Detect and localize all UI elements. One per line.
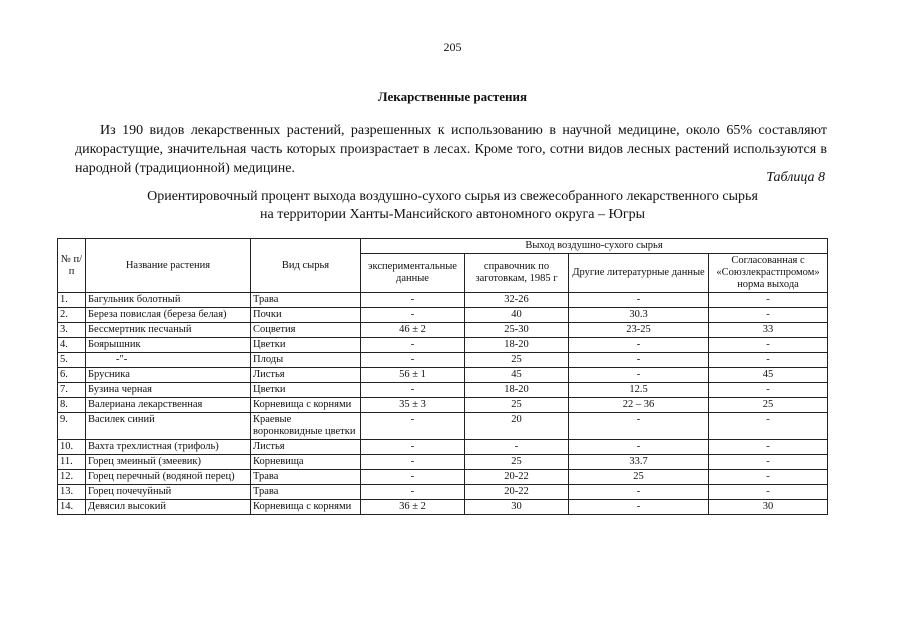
table-number: Таблица 8 — [766, 170, 825, 185]
row-experimental: - — [361, 293, 465, 308]
row-reference: 18-20 — [465, 338, 569, 353]
intro-paragraph: Из 190 видов лекарственных растений, разрешенных к использованию в научной медицине, около 65% составляют дикорастущие, значительная часть которых произрастает в лесах. Кроме того, сотни видов лесных растений используются в народной (традиционной) медицине. — [75, 123, 827, 176]
row-name: Вахта трехлистная (трифоль) — [86, 440, 251, 455]
row-type: Плоды — [251, 353, 361, 368]
row-norm: 30 — [709, 500, 828, 515]
row-experimental: - — [361, 455, 465, 470]
header-name: Название растения — [86, 239, 251, 293]
row-reference: 32-26 — [465, 293, 569, 308]
row-num: 2. — [58, 308, 86, 323]
row-experimental: - — [361, 383, 465, 398]
row-norm: 33 — [709, 323, 828, 338]
row-type: Корневища с корнями — [251, 500, 361, 515]
row-literature: - — [569, 485, 709, 500]
row-name: -"- — [86, 353, 251, 368]
header-literature: Другие литературные данные — [569, 254, 709, 293]
row-norm: - — [709, 353, 828, 368]
row-reference: 20-22 — [465, 485, 569, 500]
table-row — [58, 368, 828, 383]
row-norm: - — [709, 485, 828, 500]
table-row — [58, 353, 828, 368]
row-reference: 18-20 — [465, 383, 569, 398]
row-name: Бузина черная — [86, 383, 251, 398]
row-experimental: - — [361, 485, 465, 500]
row-experimental: - — [361, 470, 465, 485]
row-name: Боярышник — [86, 338, 251, 353]
row-type: Трава — [251, 485, 361, 500]
row-experimental: 56 ± 1 — [361, 368, 465, 383]
row-type: Трава — [251, 293, 361, 308]
row-num: 13. — [58, 485, 86, 500]
row-reference: 20-22 — [465, 470, 569, 485]
table-row — [58, 470, 828, 485]
table-row — [58, 383, 828, 398]
yield-table — [57, 238, 828, 515]
row-num: 1. — [58, 293, 86, 308]
caption-line-2: на территории Ханты-Мансийского автономного округа – Югры — [260, 207, 645, 222]
table-row — [58, 338, 828, 353]
row-literature: 12.5 — [569, 383, 709, 398]
row-reference: - — [465, 440, 569, 455]
row-name: Девясил высокий — [86, 500, 251, 515]
row-experimental: 46 ± 2 — [361, 323, 465, 338]
row-num: 10. — [58, 440, 86, 455]
row-num: 11. — [58, 455, 86, 470]
row-norm: - — [709, 293, 828, 308]
header-yield-group: Выход воздушно-сухого сырья — [361, 239, 828, 254]
row-num: 7. — [58, 383, 86, 398]
row-reference: 25 — [465, 455, 569, 470]
row-type: Листья — [251, 368, 361, 383]
row-literature: - — [569, 413, 709, 440]
row-norm: - — [709, 470, 828, 485]
caption-line-1: Ориентировочный процент выхода воздушно-сухого сырья из свежесобранного лекарственного сырья — [147, 189, 758, 204]
row-literature: 23-25 — [569, 323, 709, 338]
row-name: Багульник болотный — [86, 293, 251, 308]
row-literature: - — [569, 440, 709, 455]
row-literature: 22 – 36 — [569, 398, 709, 413]
row-num: 8. — [58, 398, 86, 413]
table-row — [58, 455, 828, 470]
row-reference: 25-30 — [465, 323, 569, 338]
row-name: Бессмертник песчаный — [86, 323, 251, 338]
row-norm: - — [709, 413, 828, 440]
page-number: 205 — [443, 40, 462, 54]
row-experimental: 36 ± 2 — [361, 500, 465, 515]
table-row — [58, 440, 828, 455]
row-reference: 40 — [465, 308, 569, 323]
table-row — [58, 398, 828, 413]
row-literature: 30.3 — [569, 308, 709, 323]
row-norm: - — [709, 308, 828, 323]
header-experimental: экспериментальные данные — [361, 254, 465, 293]
row-name: Горец змеиный (змеевик) — [86, 455, 251, 470]
header-norm: Согласованная с «Союзлекрастпромом» норма выхода — [709, 254, 828, 293]
row-name: Валериана лекарственная — [86, 398, 251, 413]
row-num: 5. — [58, 353, 86, 368]
row-literature: - — [569, 338, 709, 353]
row-norm: - — [709, 338, 828, 353]
row-literature: - — [569, 368, 709, 383]
row-literature: - — [569, 293, 709, 308]
row-name: Горец почечуйный — [86, 485, 251, 500]
row-norm: - — [709, 440, 828, 455]
table-row — [58, 485, 828, 500]
row-experimental: - — [361, 353, 465, 368]
table-row — [58, 323, 828, 338]
row-num: 4. — [58, 338, 86, 353]
row-literature: - — [569, 500, 709, 515]
table-caption — [0, 188, 905, 224]
row-reference: 45 — [465, 368, 569, 383]
row-norm: - — [709, 383, 828, 398]
row-type: Листья — [251, 440, 361, 455]
row-literature: 33.7 — [569, 455, 709, 470]
table-row — [58, 500, 828, 515]
row-experimental: - — [361, 338, 465, 353]
row-type: Цветки — [251, 338, 361, 353]
row-experimental: - — [361, 440, 465, 455]
row-literature: 25 — [569, 470, 709, 485]
row-num: 14. — [58, 500, 86, 515]
row-norm: 45 — [709, 368, 828, 383]
row-norm: - — [709, 455, 828, 470]
row-type: Краевые воронковидные цветки — [251, 413, 361, 440]
row-num: 12. — [58, 470, 86, 485]
row-name: Василек синий — [86, 413, 251, 440]
row-type: Трава — [251, 470, 361, 485]
table-row — [58, 293, 828, 308]
row-experimental: 35 ± 3 — [361, 398, 465, 413]
table-row — [58, 308, 828, 323]
row-literature: - — [569, 353, 709, 368]
table-row — [58, 413, 828, 440]
row-type: Корневища с корнями — [251, 398, 361, 413]
row-num: 9. — [58, 413, 86, 440]
header-num: № п/п — [58, 239, 86, 293]
row-name: Береза повислая (береза белая) — [86, 308, 251, 323]
section-title: Лекарственные растения — [377, 89, 528, 104]
row-reference: 25 — [465, 353, 569, 368]
row-num: 3. — [58, 323, 86, 338]
header-reference: справочник по заготовкам, 1985 г — [465, 254, 569, 293]
row-name: Брусника — [86, 368, 251, 383]
row-reference: 30 — [465, 500, 569, 515]
row-experimental: - — [361, 413, 465, 440]
row-type: Почки — [251, 308, 361, 323]
row-name: Горец перечный (водяной перец) — [86, 470, 251, 485]
row-reference: 20 — [465, 413, 569, 440]
row-type: Цветки — [251, 383, 361, 398]
row-type: Соцветия — [251, 323, 361, 338]
row-norm: 25 — [709, 398, 828, 413]
row-num: 6. — [58, 368, 86, 383]
row-experimental: - — [361, 308, 465, 323]
row-reference: 25 — [465, 398, 569, 413]
header-type: Вид сырья — [251, 239, 361, 293]
row-type: Корневища — [251, 455, 361, 470]
